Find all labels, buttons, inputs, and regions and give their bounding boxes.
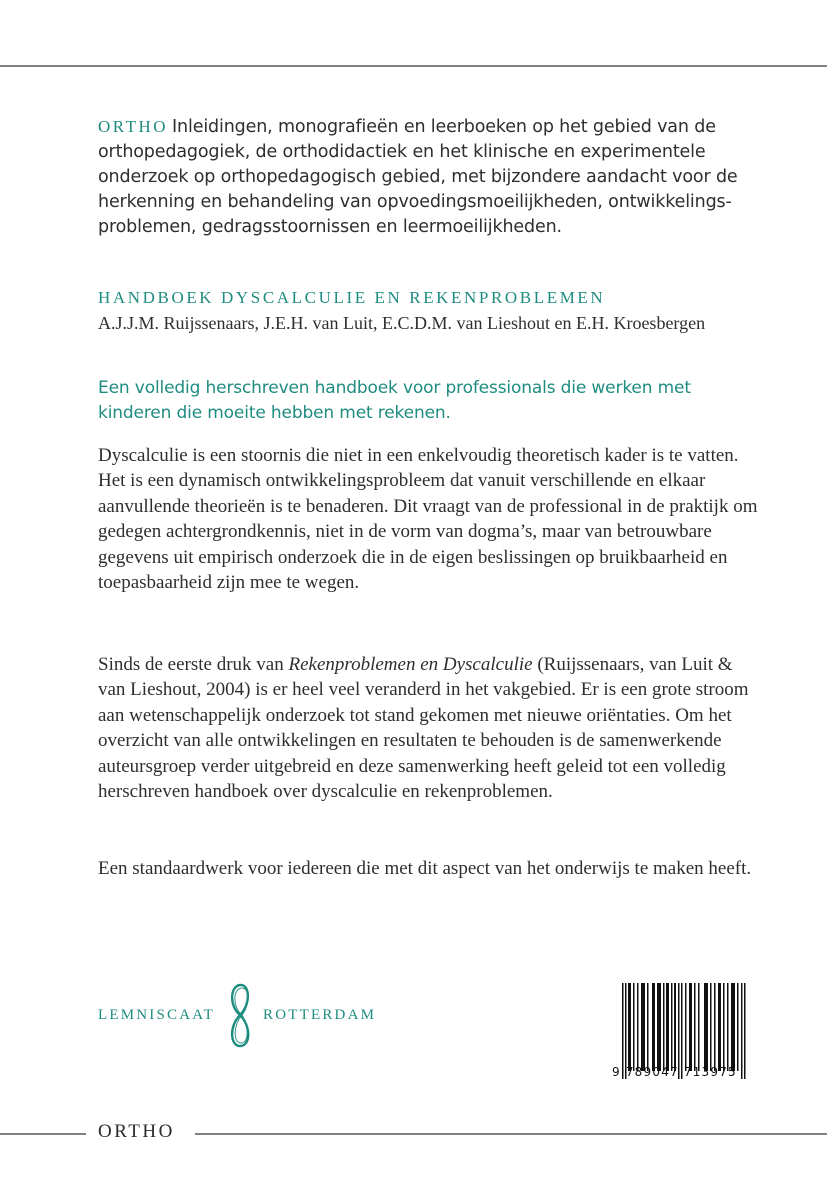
publisher-logo bbox=[98, 980, 376, 1050]
series-label: ORTHO bbox=[98, 117, 169, 136]
book-tagline: Een volledig herschreven handboek voor professionals die werken met kinderen die moeite hebben met rekenen. bbox=[98, 378, 691, 423]
book-title: HANDBOEK DYSCALCULIE EN REKENPROBLEMEN bbox=[98, 288, 606, 307]
footer-series-label: ORTHO bbox=[98, 1121, 175, 1142]
lemniscate-8-icon bbox=[223, 980, 257, 1050]
footer-divider-left bbox=[0, 1133, 86, 1135]
isbn-digits: 9 789047 713975 bbox=[612, 1065, 737, 1079]
series-description: Inleidingen, monografieën en leerboeken op het gebied van de orthopedagogiek, de orthodidactiek en het klinische en experimentele onderzoek op orthopedagogisch gebied, met bijzondere aandacht voor de herkenning en behandeling van opvoedingsmoeilijkheden, ontwikkelings-problemen, gedragsstoornissen en leermoeilijkheden. bbox=[98, 117, 738, 237]
body-paragraph-3: Een standaardwerk voor iedereen die met dit aspect van het onderwijs te maken heeft. bbox=[98, 858, 752, 879]
cited-book-title: Rekenproblemen en Dyscalculie bbox=[288, 654, 533, 675]
body-paragraph-1: Dyscalculie is een stoornis die niet in een enkelvoudig theoretisch kader is te vatten. Het is een dynamisch ontwikkelingsprobleem dat vanuit verschillende en elkaar aanvullende theorieën is te benaderen. Dit vraagt van de professional in de praktijk om gedegen achtergrondkennis, niet in de vorm van dogma’s, maar van betrouwbare gegevens uit empirisch onderzoek die in de eigen beslissingen op bruikbaarheid en toepasbaarheid zijn mee te wegen. bbox=[98, 445, 758, 594]
top-divider bbox=[0, 65, 827, 67]
footer-divider-right bbox=[195, 1133, 827, 1135]
body-paragraph-2 bbox=[98, 652, 758, 804]
series-description-block bbox=[98, 114, 758, 240]
publisher-name-left: LEMNISCAAT bbox=[98, 1006, 216, 1023]
publisher-name-right: ROTTERDAM bbox=[263, 1006, 377, 1023]
paragraph-2-rest: (Ruijssenaars, van Luit & van Lieshout, 2004) is er heel veel veranderd in het vakgebied. Er is een grote stroom aan wetenschappelijk onderzoek tot stand gekomen met nieuwe oriëntaties. Om het overzicht van alle ontwikkelingen en resultaten te behouden is de samenwerkende auteursgroep verder uitgebreid en deze samenwerking heeft geleid tot een volledig herschreven handboek over dyscalculie en rekenproblemen. bbox=[98, 654, 749, 803]
book-authors: A.J.J.M. Ruijssenaars, J.E.H. van Luit, E.C.D.M. van Lieshout en E.H. Kroesbergen bbox=[98, 313, 706, 333]
paragraph-2-intro: Sinds de eerste druk van bbox=[98, 654, 289, 675]
